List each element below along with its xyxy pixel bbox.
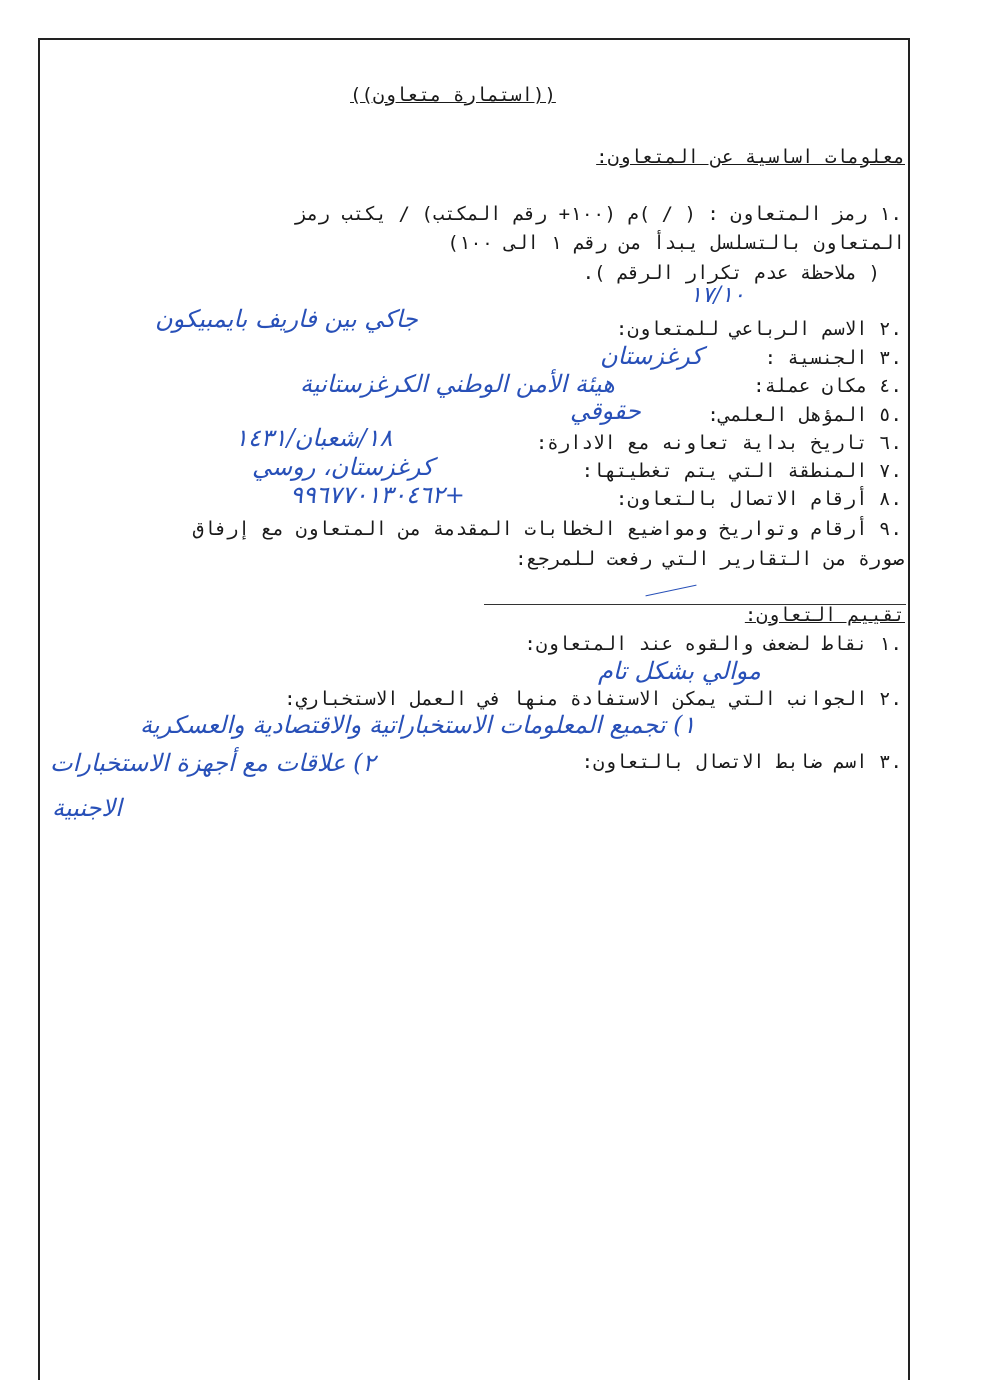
handwritten-nationality: كرغزستان bbox=[600, 342, 703, 370]
form-title: ((استمارة متعاون)) bbox=[350, 84, 556, 106]
basic-item-9-cont bbox=[515, 548, 904, 571]
item-number: .٩ bbox=[879, 518, 902, 540]
item-label: المتعاون بالتسلسل يبدأ من رقم ١ الى ١٠٠) bbox=[447, 232, 905, 254]
item-number: .١ bbox=[879, 633, 902, 655]
basic-item-1-cont bbox=[447, 232, 905, 255]
handwritten-benefit: ١) تجميع المعلومات الاستخباراتية والاقتصادية والعسكرية bbox=[140, 711, 696, 739]
basic-item-7 bbox=[582, 460, 905, 483]
item-number: .٣ bbox=[879, 347, 902, 369]
item-number: .٣ bbox=[879, 751, 902, 773]
handwritten-name: جاكي بين فاريف بايمبيكون bbox=[155, 305, 418, 333]
item-label: الجوانب التي يمكن الاستفادة منها في العمل الاستخباري: bbox=[284, 688, 868, 710]
item-number: .١ bbox=[879, 203, 902, 225]
basic-item-6 bbox=[536, 432, 905, 455]
item-label: أرقام وتواريخ ومواضيع الخطابات المقدمة من المتعاون مع إرفاق bbox=[192, 518, 868, 540]
item-label: رمز المتعاون : ( / )م (١٠٠+ رقم المكتب) / يكتب رمز bbox=[295, 203, 868, 225]
basic-item-2 bbox=[616, 318, 905, 341]
eval-item-2 bbox=[284, 688, 905, 711]
handwritten-region: كرغزستان، روسي bbox=[252, 453, 434, 481]
item-number: .٨ bbox=[879, 488, 902, 510]
handwritten-workplace: هيئة الأمن الوطني الكرغزستانية bbox=[300, 370, 615, 398]
basic-item-3 bbox=[765, 347, 905, 370]
item-number: .٦ bbox=[879, 432, 902, 454]
eval-item-1 bbox=[524, 633, 905, 656]
item-label: المؤهل العلمي: bbox=[707, 404, 868, 426]
handwritten-code: ١٧/١٠ bbox=[690, 283, 745, 308]
basic-item-1-note bbox=[583, 262, 880, 285]
handwritten-start-date: ١٨/شعبان/١٤٣١ bbox=[235, 424, 393, 452]
basic-item-1 bbox=[296, 203, 905, 226]
basic-item-4 bbox=[753, 375, 905, 398]
handwritten-strengths: موالي بشكل تام bbox=[598, 657, 761, 685]
item-label: صورة من التقارير التي رفعت للمرجع: bbox=[515, 548, 904, 570]
item-label: ( ملاحظة عدم تكرار الرقم ). bbox=[582, 262, 880, 284]
item-label: المنطقة التي يتم تغطيتها: bbox=[581, 460, 868, 482]
item-number: .٢ bbox=[879, 688, 902, 710]
basic-item-8 bbox=[616, 488, 905, 511]
basic-info-heading: معلومات اساسية عن المتعاون: bbox=[596, 146, 905, 168]
handwritten-contact-line2: الاجنبية bbox=[52, 794, 122, 822]
item-label: تاريخ بداية تعاونه مع الادارة: bbox=[535, 432, 868, 454]
item-label: نقاط لضعف والقوه عند المتعاون: bbox=[524, 633, 868, 655]
item-number: .٧ bbox=[879, 460, 902, 482]
item-label: مكان عملة: bbox=[753, 375, 868, 397]
basic-item-5 bbox=[707, 404, 905, 427]
basic-item-9 bbox=[193, 518, 905, 541]
handwritten-contact-line1: ٢) علاقات مع أجهزة الاستخبارات bbox=[50, 749, 376, 777]
item-label: اسم ضابط الاتصال بالتعاون: bbox=[581, 751, 868, 773]
item-number: .٤ bbox=[879, 375, 902, 397]
eval-item-3 bbox=[582, 751, 905, 774]
item-label: أرقام الاتصال بالتعاون: bbox=[615, 488, 868, 510]
item-label: الاسم الرباعي للمتعاون: bbox=[615, 318, 868, 340]
item-label: الجنسية : bbox=[764, 347, 868, 369]
item-number: .٥ bbox=[879, 404, 902, 426]
evaluation-heading: تقييم التعاون: bbox=[744, 604, 905, 626]
item-number: .٢ bbox=[879, 318, 902, 340]
handwritten-qualification: حقوقي bbox=[570, 397, 641, 425]
handwritten-phone: +٩٩٦٧٧٠١٣٠٤٦٢ bbox=[290, 481, 465, 509]
